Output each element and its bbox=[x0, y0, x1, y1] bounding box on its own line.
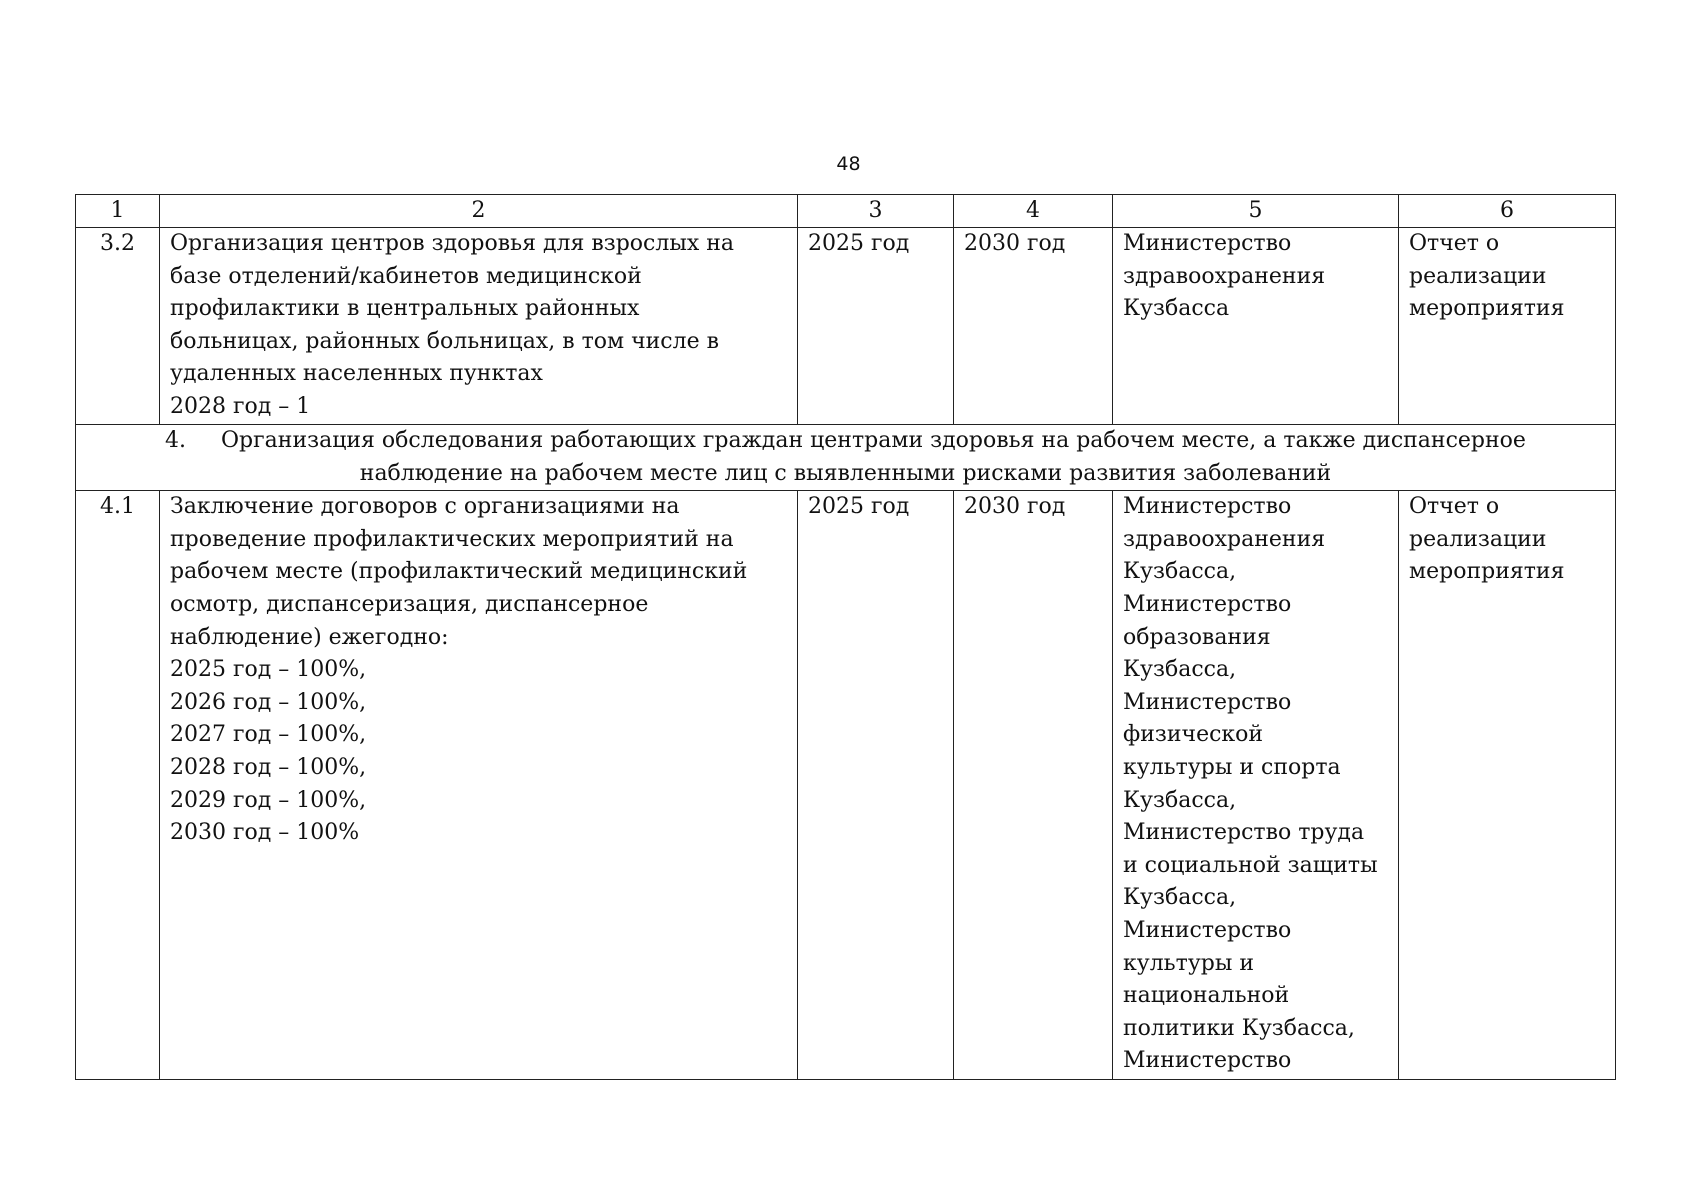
result-form bbox=[1399, 491, 1616, 1080]
text-line: Министерство bbox=[1123, 231, 1292, 256]
column-number: 4 bbox=[954, 195, 1113, 228]
text-line: 2029 год – 100%, bbox=[170, 787, 367, 813]
row-number: 4.1 bbox=[76, 491, 160, 1080]
text-line: 2028 год – 100%, bbox=[170, 754, 367, 780]
text-line: Заключение договоров с организациями на bbox=[170, 494, 680, 520]
text-line: мероприятия bbox=[1409, 559, 1565, 585]
text-line: Кузбасса, bbox=[1123, 559, 1237, 585]
section-title-line-2: наблюдение на рабочем месте лиц с выявленными рисками развития заболеваний bbox=[359, 460, 1332, 486]
text-line: образования bbox=[1123, 624, 1271, 650]
text-line: 2030 год – 100% bbox=[170, 820, 360, 846]
text-line: реализации bbox=[1409, 263, 1547, 289]
text-line: удаленных населенных пунктах bbox=[170, 361, 543, 387]
section-row bbox=[76, 425, 1616, 491]
section-title-line-1 bbox=[86, 425, 1605, 458]
text-line: культуры и bbox=[1123, 950, 1255, 976]
responsible-executor bbox=[1113, 491, 1399, 1080]
text-line: Кузбасса, bbox=[1123, 885, 1237, 911]
text-line: Министерство bbox=[1123, 591, 1292, 617]
section-number: 4. bbox=[165, 428, 187, 453]
text-line: мероприятия bbox=[1409, 296, 1565, 322]
text-line: и социальной защиты bbox=[1123, 852, 1378, 878]
text-line: 2026 год – 100%, bbox=[170, 689, 367, 715]
text-line: здравоохранения bbox=[1123, 263, 1326, 289]
text-line: базе отделений/кабинетов медицинской bbox=[170, 263, 642, 289]
text-line: Отчет о bbox=[1409, 231, 1500, 256]
column-number: 6 bbox=[1399, 195, 1616, 228]
start-year: 2025 год bbox=[798, 228, 954, 425]
text-line: культуры и спорта bbox=[1123, 754, 1341, 780]
table-row bbox=[76, 491, 1616, 1080]
text-line: больницах, районных больницах, в том числе в bbox=[170, 328, 720, 354]
column-number: 5 bbox=[1113, 195, 1399, 228]
text-line: профилактики в центральных районных bbox=[170, 296, 640, 322]
text-line: 2025 год – 100%, bbox=[170, 657, 367, 683]
responsible-executor bbox=[1113, 228, 1399, 425]
end-year: 2030 год bbox=[954, 491, 1113, 1080]
text-line: национальной bbox=[1123, 983, 1290, 1009]
text-line: рабочем месте (профилактический медицинский bbox=[170, 559, 748, 585]
column-numbers-row bbox=[76, 195, 1616, 228]
text-line: Организация центров здоровья для взрослых на bbox=[170, 231, 735, 256]
section-title-text: Организация обследования работающих граждан центрами здоровья на рабочем месте, а также диспансерное bbox=[221, 428, 1526, 453]
column-number: 2 bbox=[160, 195, 798, 228]
text-line: Кузбасса, bbox=[1123, 787, 1237, 813]
result-form bbox=[1399, 228, 1616, 425]
text-line: Кузбасса bbox=[1123, 296, 1230, 322]
text-line: здравоохранения bbox=[1123, 526, 1326, 552]
text-line: Министерство bbox=[1123, 494, 1292, 520]
text-line: Министерство bbox=[1123, 689, 1292, 715]
text-line: проведение профилактических мероприятий на bbox=[170, 526, 734, 552]
column-number: 1 bbox=[76, 195, 160, 228]
end-year: 2030 год bbox=[954, 228, 1113, 425]
text-line: 2027 год – 100%, bbox=[170, 722, 367, 748]
text-line: Кузбасса, bbox=[1123, 657, 1237, 683]
column-number: 3 bbox=[798, 195, 954, 228]
row-number: 3.2 bbox=[76, 228, 160, 425]
measure-description bbox=[160, 491, 798, 1080]
text-line: Министерство bbox=[1123, 1048, 1292, 1074]
text-line: физической bbox=[1123, 722, 1264, 748]
measures-table bbox=[75, 194, 1616, 1080]
measure-description bbox=[160, 228, 798, 425]
text-line: осмотр, диспансеризация, диспансерное bbox=[170, 591, 649, 617]
text-line: Отчет о bbox=[1409, 494, 1500, 520]
table-row bbox=[76, 228, 1616, 425]
text-line: 2028 год – 1 bbox=[170, 393, 311, 419]
start-year: 2025 год bbox=[798, 491, 954, 1080]
page-number: 48 bbox=[836, 153, 861, 175]
text-line: наблюдение) ежегодно: bbox=[170, 624, 449, 650]
text-line: политики Кузбасса, bbox=[1123, 1015, 1355, 1041]
section-title bbox=[76, 425, 1616, 491]
text-line: Министерство труда bbox=[1123, 820, 1365, 846]
text-line: реализации bbox=[1409, 526, 1547, 552]
text-line: Министерство bbox=[1123, 917, 1292, 943]
